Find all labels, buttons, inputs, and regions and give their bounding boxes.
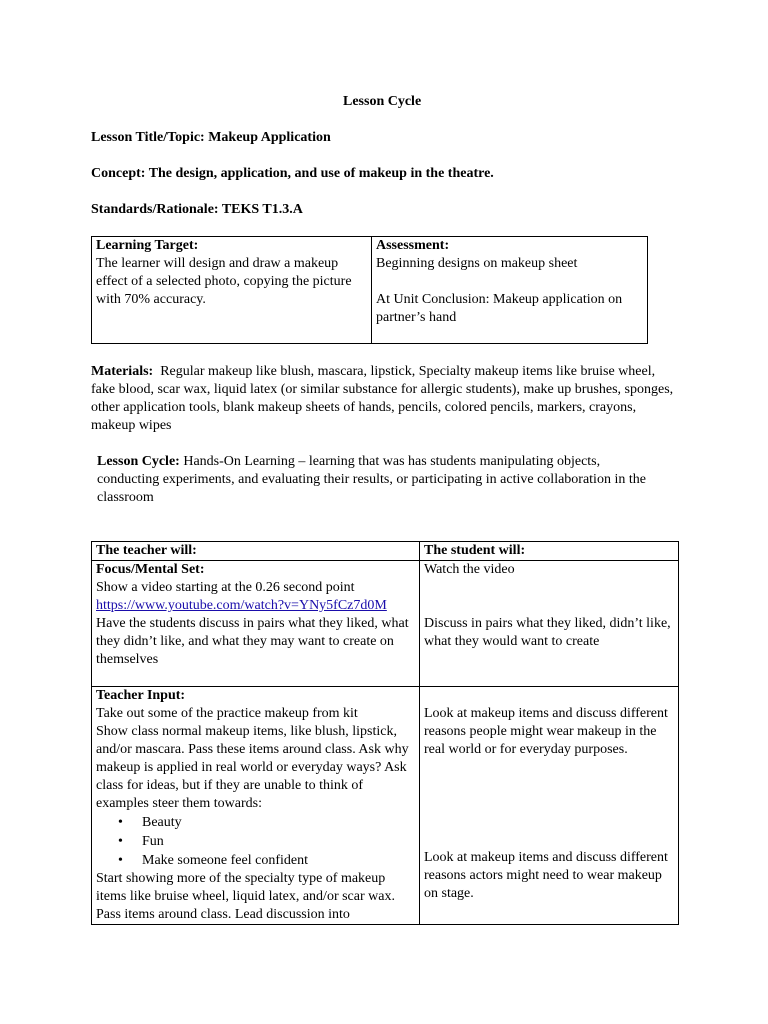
input-student-1: Look at makeup items and discuss different reasons people might wear makeup in the real world or for everyday purposes. — [424, 706, 668, 757]
page-title: Lesson Cycle — [343, 94, 422, 109]
table-row — [92, 687, 679, 925]
learning-target-text: The learner will design and draw a makeup effect of a selected photo, copying the picture with 70% accuracy. — [96, 256, 352, 307]
standards-label: Standards/Rationale: — [91, 202, 219, 217]
materials-text: Regular makeup like blush, mascara, lipstick, Specialty makeup items like bruise wheel, fake blood, scar wax, liquid latex (or similar substance for allergic students), make up brushes, sponges, other application tools, blank makeup sheets of hands, pencils, colored pencils, markers, crayons, makeup wipes — [91, 364, 674, 433]
list-item: • Fun — [96, 832, 415, 851]
learning-target-heading: Learning Target: — [96, 238, 199, 253]
student-header: The student will: — [420, 542, 679, 561]
materials-paragraph — [91, 363, 681, 435]
teacher-header: The teacher will: — [92, 542, 420, 561]
assessment-line-1: Beginning designs on makeup sheet — [376, 256, 578, 271]
input-line-2: Show class normal makeup items, like blush, lipstick, and/or mascara. Pass these items around class. Ask why makeup is applied in real world or everyday ways? Ask class for ideas, but if they are unable to think of examples steer them towards: — [96, 724, 409, 811]
focus-heading: Focus/Mental Set: — [96, 562, 205, 577]
learning-target-cell — [92, 237, 372, 344]
concept-line — [91, 165, 494, 183]
assessment-line-2: At Unit Conclusion: Makeup application on partner’s hand — [376, 292, 623, 325]
input-student-cell — [420, 687, 679, 925]
lesson-plan-table — [91, 541, 679, 925]
input-teacher-cell — [92, 687, 420, 925]
assessment-cell — [372, 237, 648, 344]
input-line-3: Start showing more of the specialty type of makeup items like bruise wheel, liquid latex, and/or scar wax. Pass items around class. Lead discussion into — [96, 871, 395, 922]
focus-line-2: Have the students discuss in pairs what they liked, what they didn’t like, and what they may want to create on themselves — [96, 616, 409, 667]
lesson-cycle-paragraph — [97, 453, 657, 507]
focus-student-1: Watch the video — [424, 562, 515, 577]
focus-student-cell — [420, 561, 679, 687]
concept-label: Concept: — [91, 166, 146, 181]
table-header-row — [92, 542, 679, 561]
target-assessment-table — [91, 236, 648, 344]
list-item: • Beauty — [96, 813, 415, 832]
list-item: • Make someone feel confident — [96, 851, 415, 870]
lesson-title-line — [91, 129, 331, 147]
video-link[interactable]: https://www.youtube.com/watch?v=YNy5fCz7d0M — [96, 598, 387, 613]
input-heading: Teacher Input: — [96, 688, 186, 703]
concept-value: The design, application, and use of makeup in the theatre. — [148, 166, 494, 181]
lesson-cycle-text: Hands-On Learning – learning that was has students manipulating objects, conducting experiments, and evaluating their results, or participating in active collaboration in the classroom — [97, 454, 646, 505]
focus-student-2: Discuss in pairs what they liked, didn’t like, what they would want to create — [424, 616, 671, 649]
lesson-cycle-label: Lesson Cycle: — [97, 454, 180, 469]
materials-label: Materials: — [91, 364, 154, 379]
standards-value: TEKS T1.3.A — [221, 202, 303, 217]
focus-teacher-cell — [92, 561, 420, 687]
lesson-title-value: Makeup Application — [208, 130, 331, 145]
focus-line-1: Show a video starting at the 0.26 second point — [96, 580, 355, 595]
standards-line — [91, 201, 303, 219]
table-row — [92, 561, 679, 687]
input-bullet-list — [96, 813, 415, 870]
input-student-2: Look at makeup items and discuss different reasons actors might need to wear makeup on stage. — [424, 850, 668, 901]
assessment-heading: Assessment: — [376, 238, 450, 253]
input-line-1: Take out some of the practice makeup from kit — [96, 706, 358, 721]
lesson-title-label: Lesson Title/Topic: — [91, 130, 205, 145]
